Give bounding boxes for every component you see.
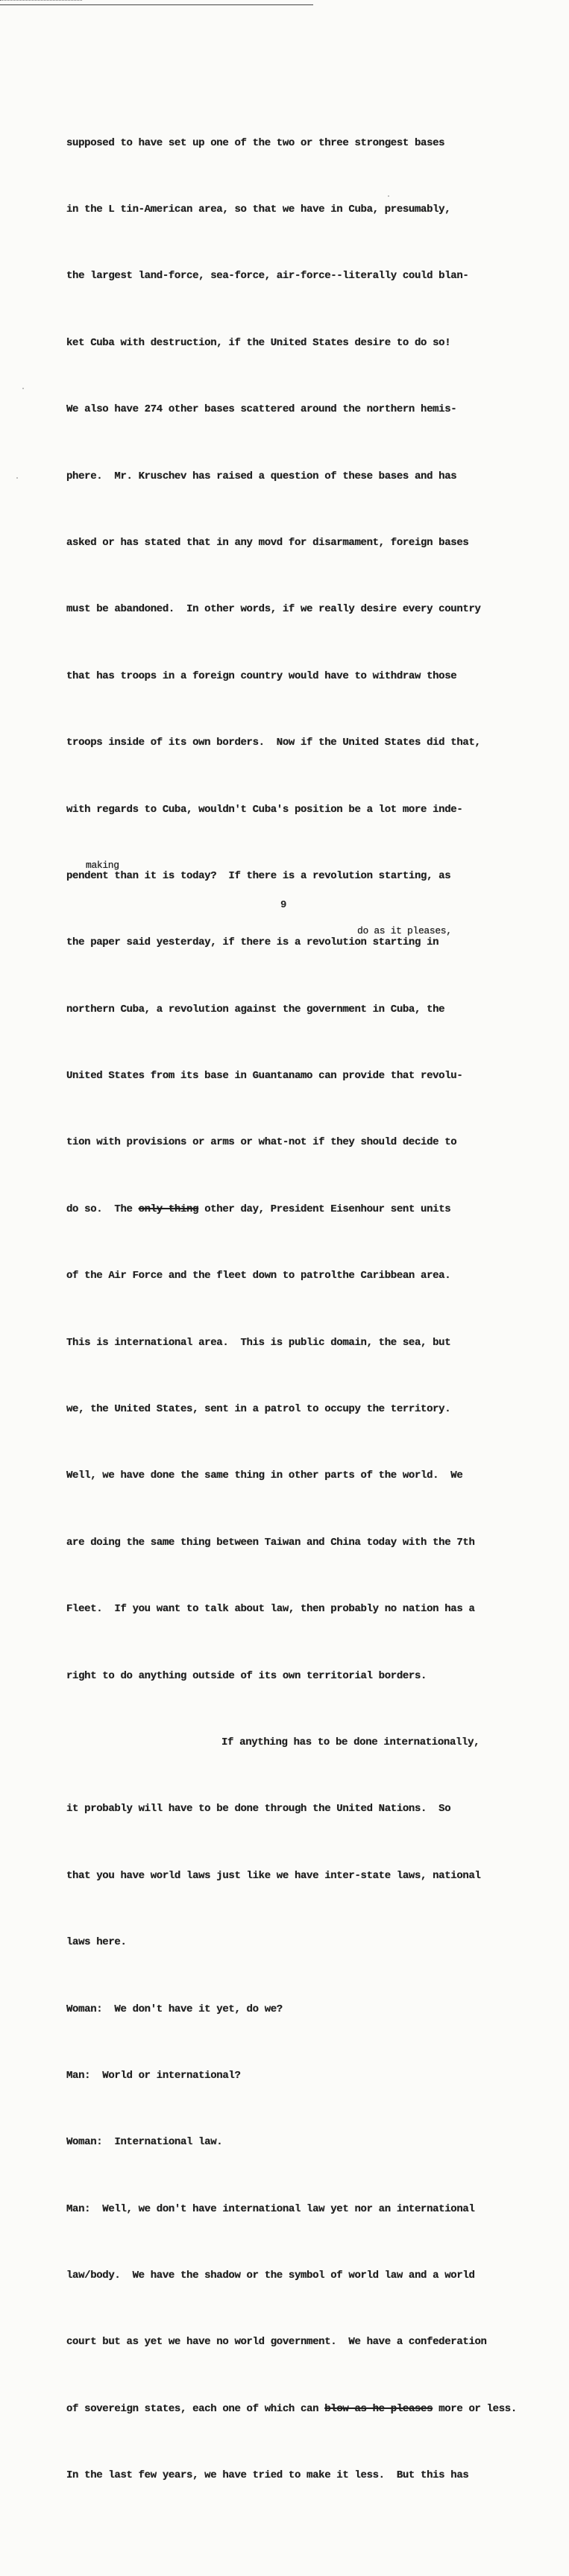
text-line-with-strikeout xyxy=(66,1199,559,1221)
text-line: are doing the same thing between Taiwan and China today with the 7th xyxy=(66,1536,475,1549)
interlinear-insertion: making xyxy=(86,860,119,871)
top-rule xyxy=(0,4,313,5)
dialogue-line: Woman: International law. xyxy=(66,2136,223,2149)
indented-paragraph-start: If anything has to be done internationally, xyxy=(221,1736,480,1748)
text-line-with-strikeout xyxy=(66,2399,559,2421)
dialogue-line: Man: World or international? xyxy=(66,2069,241,2082)
text-line: ket Cuba with destruction, if the United States desire to do so! xyxy=(66,336,451,349)
text-segment: do so. The xyxy=(66,1203,139,1215)
text-line: In the last few years, we have tried to make it less. But this has xyxy=(66,2469,469,2482)
text-line: We also have 274 other bases scattered around the northern hemis- xyxy=(66,403,457,416)
text-line: This is international area. This is public domain, the sea, but xyxy=(66,1336,451,1349)
text-line: that you have world laws just like we have inter-state laws, national xyxy=(66,1869,481,1882)
text-line: with regards to Cuba, wouldn't Cuba's position be a lot more inde- xyxy=(66,803,463,816)
scan-speck xyxy=(16,477,18,479)
text-line: supposed to have set up one of the two or three strongest bases xyxy=(66,136,445,149)
text-line: the paper said yesterday, if there is a revolution starting in xyxy=(66,936,439,949)
text-line: court but as yet we have no world government. We have a confederation xyxy=(66,2336,487,2349)
dialogue-line: Woman: We don't have it yet, do we? xyxy=(66,2003,283,2015)
text-line: right to do anything outside of its own territorial borders. xyxy=(66,1669,427,1682)
text-line: pendent than it is today? If there is a revolution starting, as xyxy=(66,869,451,882)
text-segment: more or less. xyxy=(433,2402,517,2415)
text-line: that has troops in a foreign country would have to withdraw those xyxy=(66,670,457,682)
scan-speck xyxy=(388,195,389,197)
text-line: we, the United States, sent in a patrol to occupy the territory. xyxy=(66,1403,451,1416)
struck-out-text: blow as he pleases xyxy=(324,2402,433,2415)
text-segment: other day, President Eisenhour sent units xyxy=(198,1203,451,1215)
text-line: phere. Mr. Kruschev has raised a question of these bases and has xyxy=(66,470,457,482)
scan-speck xyxy=(22,388,24,389)
text-line: the largest land-force, sea-force, air-force--literally could blan- xyxy=(66,270,469,283)
text-line: troops inside of its own borders. Now if the United States did that, xyxy=(66,737,481,749)
text-line: must be abandoned. In other words, if we really desire every country xyxy=(66,603,481,616)
text-line: tion with provisions or arms or what-not if they should decide to xyxy=(66,1136,457,1149)
text-line: Well, we have done the same thing in other parts of the world. We xyxy=(66,1470,463,1482)
text-line: Fleet. If you want to talk about law, then probably no nation has a xyxy=(66,1603,475,1616)
text-line: in the L tin-American area, so that we have in Cuba, presumably, xyxy=(66,203,451,215)
struck-out-text: only thing xyxy=(138,1203,199,1215)
typed-page-body xyxy=(66,88,559,2576)
text-line: laws here. xyxy=(66,1936,127,1949)
text-line: law/body. We have the shadow or the symbol of world law and a world xyxy=(66,2270,475,2282)
top-dotted-rule xyxy=(0,0,82,1)
text-segment: of sovereign states, each one of which can xyxy=(66,2402,325,2415)
interlinear-insertion: do as it pleases, xyxy=(357,925,452,936)
text-line: asked or has stated that in any movd for disarmament, foreign bases xyxy=(66,536,469,549)
text-line: northern Cuba, a revolution against the government in Cuba, the xyxy=(66,1003,445,1015)
dialogue-line: Man: Well, we don't have international law yet nor an international xyxy=(66,2202,475,2215)
text-line: of the Air Force and the fleet down to patrolthe Caribbean area. xyxy=(66,1270,451,1282)
text-line: United States from its base in Guantanamo can provide that revolu- xyxy=(66,1070,463,1083)
text-line: it probably will have to be done through the United Nations. So xyxy=(66,1803,451,1816)
page-number: 9 xyxy=(280,899,287,911)
